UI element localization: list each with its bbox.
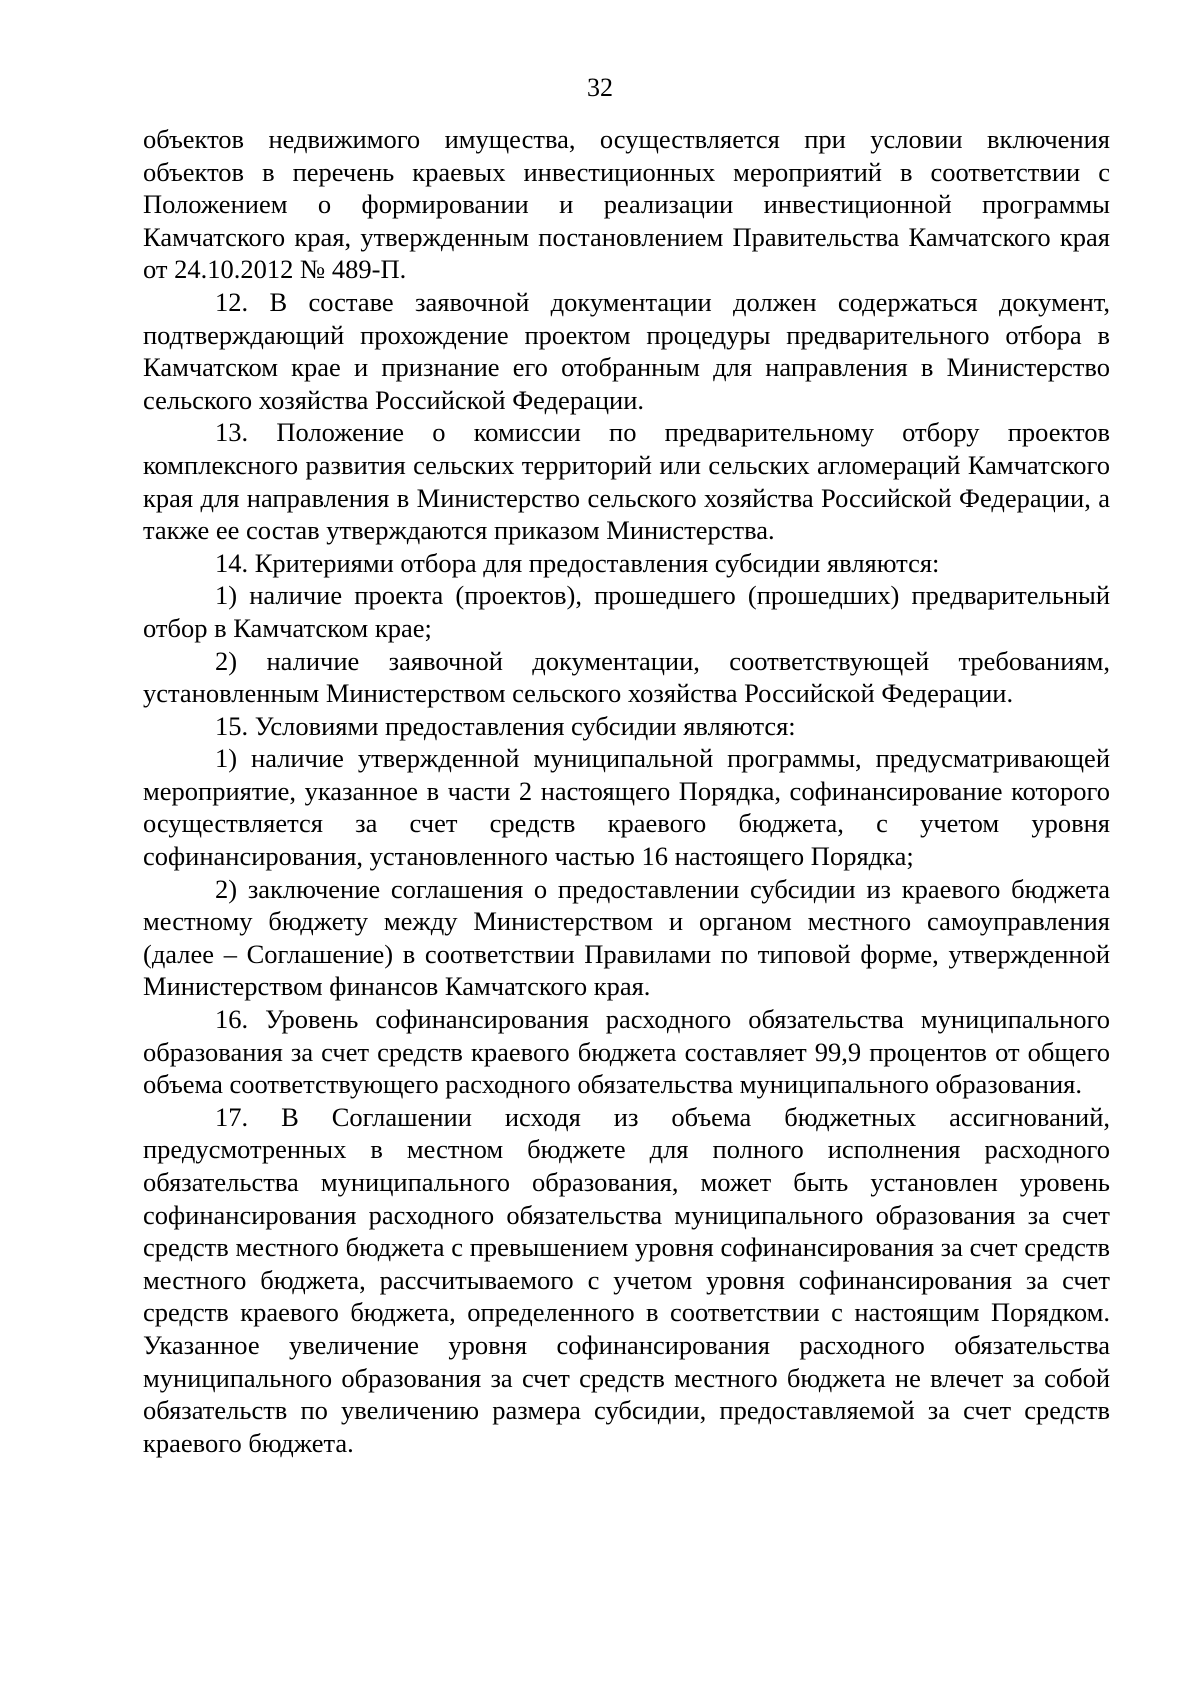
list-item-text: заключение соглашения о предоставлении субсидии из краевого бюджета местному бюджету между Министерством и органом местного самоуправления (далее – Соглашение) в соответствии Правилами по типовой форме, утвержденной Министерством финансов Камчатского края. (143, 873, 1110, 1002)
paragraph-12 (143, 286, 1110, 416)
paragraph-number: 17. (215, 1101, 249, 1132)
document-body (143, 123, 1110, 1459)
paragraph-17 (143, 1101, 1110, 1460)
page-number: 32 (587, 73, 613, 102)
list-item-number: 2) (215, 873, 238, 904)
paragraph-number: 13. (215, 417, 249, 448)
paragraph-number: 16. (215, 1004, 249, 1035)
paragraph-text: Положение о комиссии по предварительному отбору проектов комплексного развития сельских территорий или сельских агломераций Камчатского края для направления в Министерство сельского хозяйства Российской Федерации, а также ее состав утверждаются приказом Министерства. (143, 417, 1111, 546)
list-item-14-1 (143, 579, 1110, 644)
list-item-15-2 (143, 873, 1110, 1003)
paragraph-16 (143, 1003, 1110, 1101)
paragraph-number: 12. (215, 286, 249, 317)
paragraph-14 (143, 547, 1110, 580)
list-item-text: наличие проекта (проектов), прошедшего (прошедших) предварительный отбор в Камчатском крае; (143, 580, 1111, 643)
list-item-text: наличие заявочной документации, соответствующей требованиям, установленным Министерством сельского хозяйства Российской Федерации. (143, 645, 1111, 709)
paragraph-text: В составе заявочной документации должен содержаться документ, подтверждающий прохождение проектом процедуры предварительного отбора в Камчатском крае и признание его отобранным для направления в Министерство сельского хозяйства Российской Федерации. (143, 286, 1111, 415)
list-item-number: 2) (215, 645, 238, 676)
list-item-14-2 (143, 645, 1110, 710)
list-item-text: наличие утвержденной муниципальной программы, предусматривающей мероприятие, указанное в части 2 настоящего Порядка, софинансирование которого осуществляется за счет средств краевого бюджета, с учетом уровня софинансирования, установленного частью 16 настоящего Порядка; (143, 743, 1110, 872)
paragraph-text: Условиями предоставления субсидии являются: (254, 710, 796, 741)
paragraph-15 (143, 710, 1110, 743)
paragraph-number: 15. (215, 710, 249, 741)
paragraph-text: В Соглашении исходя из объема бюджетных ассигнований, предусмотренных в местном бюджете для полного исполнения расходного обязательства муниципального образования, может быть установлен уровень софинансирования расходного обязательства муниципального образования за счет средств местного бюджета с превышением уровня софинансирования за счет средств местного бюджета, рассчитываемого с учетом уровня софинансирования за счет средств краевого бюджета, определенного в соответствии с настоящим Порядком. Указанное увеличение уровня софинансирования расходного обязательства муниципального образования за счет средств местного бюджета не влечет за собой обязательств по увеличению размера субсидии, предоставляемой за счет средств краевого бюджета. (143, 1101, 1110, 1458)
paragraph-13 (143, 416, 1110, 546)
list-item-15-1 (143, 742, 1110, 872)
list-item-number: 1) (215, 580, 238, 611)
paragraph-number: 14. (215, 547, 249, 578)
list-item-number: 1) (215, 743, 238, 774)
paragraph-continuation: объектов недвижимого имущества, осуществляется при условии включения объектов в перечень краевых инвестиционных мероприятий в соответствии с Положением о формировании и реализации инвестиционной программы Камчатского края, утвержденным постановлением Правительства Камчатского края от 24.10.2012 № 489-П. (143, 124, 1110, 285)
paragraph-text: Уровень софинансирования расходного обязательства муниципального образования за счет средств краевого бюджета составляет 99,9 процентов от общего объема соответствующего расходного обязательства муниципального образования. (143, 1004, 1110, 1100)
paragraph-text: Критериями отбора для предоставления субсидии являются: (254, 547, 940, 578)
